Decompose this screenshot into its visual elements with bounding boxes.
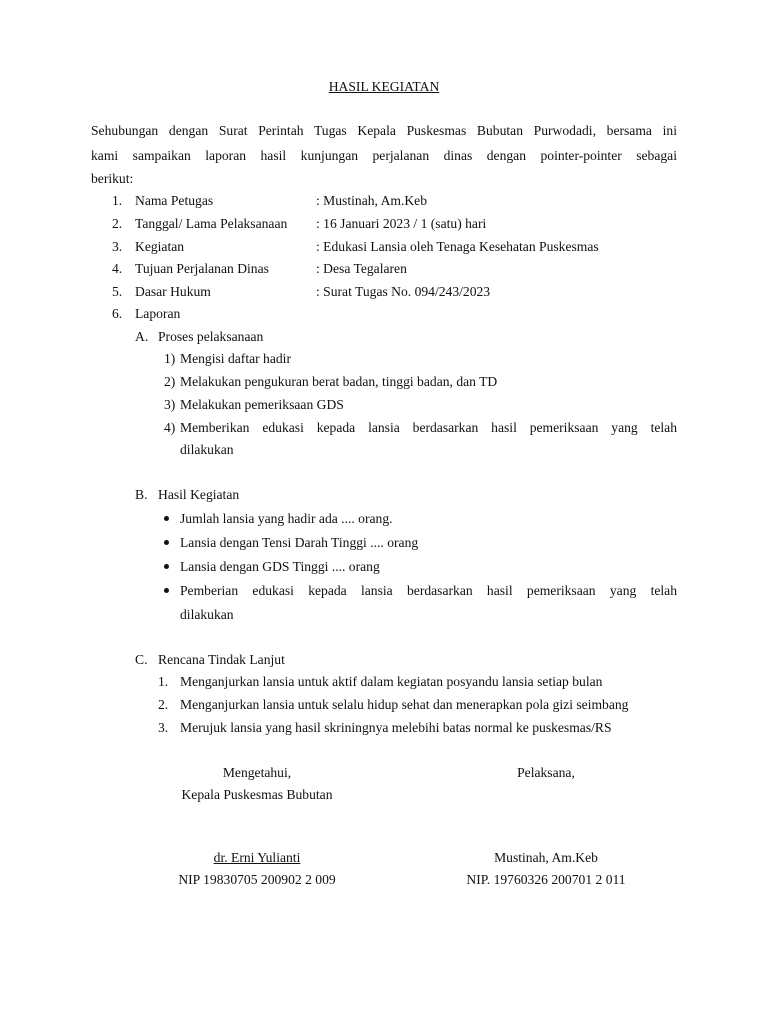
- list-item: Lansia dengan Tensi Darah Tinggi .... orang: [180, 535, 419, 550]
- list-number: 1.: [158, 674, 169, 689]
- field-number: 2.: [112, 216, 123, 231]
- list-item: Menganjurkan lansia untuk selalu hidup sehat dan menerapkan pola gizi seimbang: [180, 697, 629, 712]
- list-item-continuation: dilakukan: [180, 442, 234, 457]
- section-a-marker: A.: [135, 329, 149, 344]
- list-item: Mengisi daftar hadir: [180, 351, 291, 366]
- list-item: Menganjurkan lansia untuk aktif dalam kegiatan posyandu lansia setiap bulan: [180, 674, 603, 689]
- bullet-icon: [164, 540, 169, 545]
- field-number: 1.: [112, 193, 123, 208]
- list-item: Melakukan pengukuran berat badan, tinggi badan, dan TD: [180, 374, 498, 389]
- bullet-icon: [164, 564, 169, 569]
- signer-name: dr. Erni Yulianti: [213, 850, 301, 865]
- list-item: Memberikan edukasi kepada lansia berdasarkan hasil pemeriksaan yang telah: [180, 420, 677, 435]
- intro-line-3: berikut:: [91, 171, 134, 186]
- field-number: 3.: [112, 239, 123, 254]
- document-title: HASIL KEGIATAN: [328, 79, 440, 94]
- list-number: 4): [164, 420, 176, 435]
- field-label: Nama Petugas: [135, 193, 214, 208]
- field-value: : Surat Tugas No. 094/243/2023: [316, 284, 491, 299]
- field-value: : 16 Januari 2023 / 1 (satu) hari: [316, 216, 487, 231]
- section-c-marker: C.: [135, 652, 148, 667]
- section-a-heading: Proses pelaksanaan: [158, 329, 264, 344]
- executor-label: Pelaksana,: [517, 765, 575, 780]
- signer-title: Kepala Puskesmas Bubutan: [181, 787, 333, 802]
- executor-nip: NIP. 19760326 200701 2 011: [466, 872, 626, 887]
- section-c-heading: Rencana Tindak Lanjut: [158, 652, 285, 667]
- section-b-marker: B.: [135, 487, 148, 502]
- bullet-icon: [164, 516, 169, 521]
- field-label: Tanggal/ Lama Pelaksanaan: [135, 216, 288, 231]
- field-label: Kegiatan: [135, 239, 185, 254]
- field-label: Dasar Hukum: [135, 284, 211, 299]
- list-number: 1): [164, 351, 176, 366]
- list-number: 2.: [158, 697, 169, 712]
- list-item: Melakukan pemeriksaan GDS: [180, 397, 344, 412]
- intro-line-1: Sehubungan dengan Surat Perintah Tugas Kepala Puskesmas Bubutan Purwodadi, bersama ini: [91, 123, 677, 138]
- list-number: 3): [164, 397, 176, 412]
- list-item: Lansia dengan GDS Tinggi .... orang: [180, 559, 380, 574]
- field-label: Tujuan Perjalanan Dinas: [135, 261, 269, 276]
- field-value: : Edukasi Lansia oleh Tenaga Kesehatan Puskesmas: [316, 239, 599, 254]
- field-number: 6.: [112, 306, 123, 321]
- acknowledged-label: Mengetahui,: [222, 765, 292, 780]
- section-b-heading: Hasil Kegiatan: [158, 487, 240, 502]
- field-value: : Desa Tegalaren: [316, 261, 407, 276]
- list-item-continuation: dilakukan: [180, 607, 234, 622]
- list-item: Merujuk lansia yang hasil skriningnya melebihi batas normal ke puskesmas/RS: [180, 720, 612, 735]
- list-number: 3.: [158, 720, 169, 735]
- field-label: Laporan: [135, 306, 181, 321]
- field-value: : Mustinah, Am.Keb: [316, 193, 428, 208]
- executor-name: Mustinah, Am.Keb: [494, 850, 598, 865]
- bullet-icon: [164, 588, 169, 593]
- field-number: 5.: [112, 284, 123, 299]
- list-item: Jumlah lansia yang hadir ada .... orang.: [180, 511, 393, 526]
- intro-line-2: kami sampaikan laporan hasil kunjungan perjalanan dinas dengan pointer-pointer sebagai: [91, 148, 677, 163]
- list-number: 2): [164, 374, 176, 389]
- signer-nip: NIP 19830705 200902 2 009: [178, 872, 336, 887]
- signer-name-wrap: [157, 849, 357, 867]
- list-item: Pemberian edukasi kepada lansia berdasarkan hasil pemeriksaan yang telah: [180, 583, 677, 598]
- field-number: 4.: [112, 261, 123, 276]
